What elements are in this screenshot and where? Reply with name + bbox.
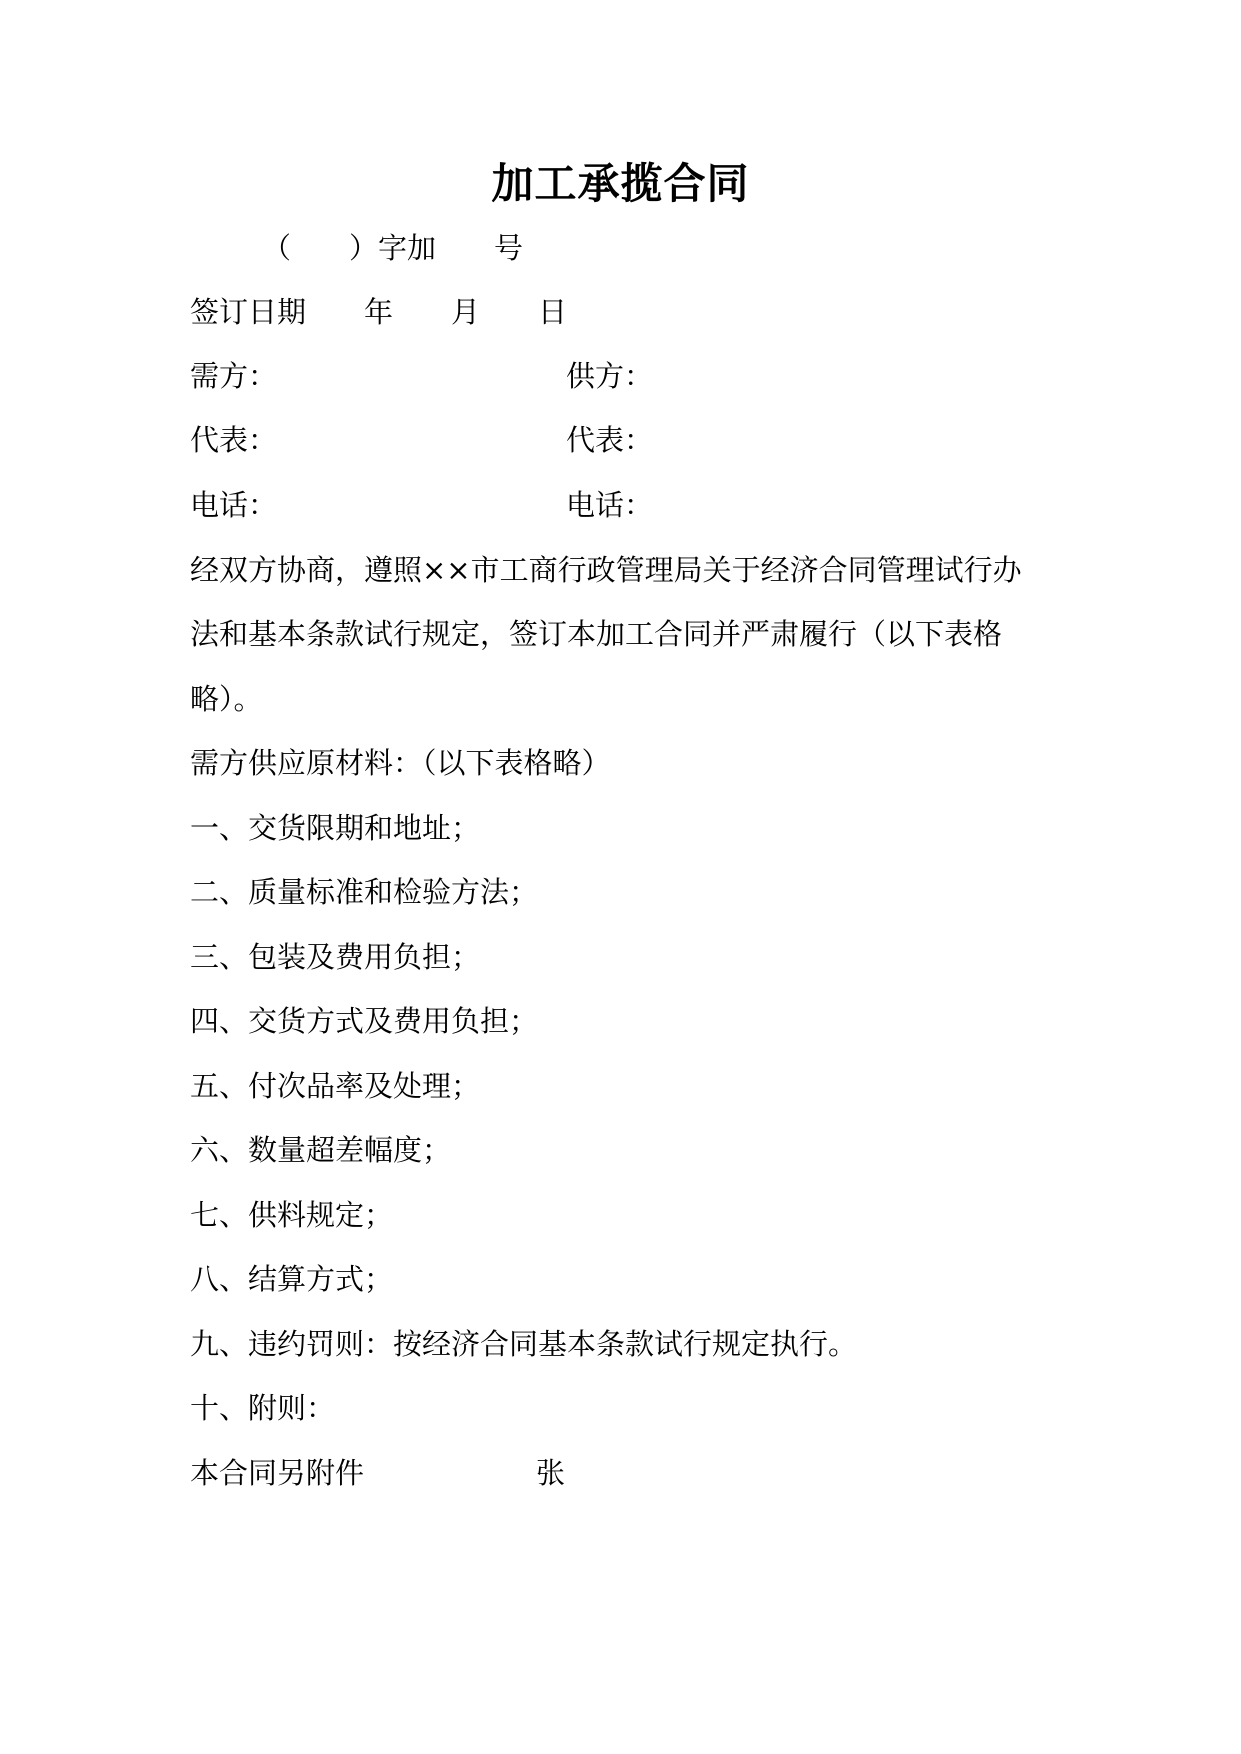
clause-item: 五、付次品率及处理； xyxy=(190,1069,481,1103)
buyer-rep-label: 代表： xyxy=(190,423,278,457)
intro-line: 法和基本条款试行规定，签订本加工合同并严肃履行（以下表格 xyxy=(190,617,1003,651)
supplier-rep-label: 代表： xyxy=(566,423,654,457)
clause-item: 三、包装及费用负担； xyxy=(190,940,481,974)
clause-item: 九、违约罚则：按经济合同基本条款试行规定执行。 xyxy=(190,1327,858,1361)
clause-item: 四、交货方式及费用负担； xyxy=(190,1004,539,1038)
intro-line: 经双方协商，遵照××市工商行政管理局关于经济合同管理试行办 xyxy=(190,553,1022,587)
document-title: 加工承揽合同 xyxy=(491,159,750,208)
clause-item: 二、质量标准和检验方法； xyxy=(190,875,539,909)
clause-item: 一、交货限期和地址； xyxy=(190,811,481,845)
buyer-label: 需方： xyxy=(190,359,278,393)
contract-number: （ ）字加 号 xyxy=(262,231,524,265)
intro-line: 略）。 xyxy=(190,682,263,716)
clause-item: 十、附则： xyxy=(190,1391,336,1425)
materials-line: 需方供应原材料：（以下表格略） xyxy=(190,746,611,780)
supplier-label: 供方： xyxy=(566,359,654,393)
supplier-phone-label: 电话： xyxy=(566,488,654,522)
clause-item: 六、数量超差幅度； xyxy=(190,1133,452,1167)
attachment-unit: 张 xyxy=(536,1456,566,1490)
clause-item: 七、供料规定； xyxy=(190,1198,394,1232)
sign-date: 签订日期 年 月 日 xyxy=(190,295,568,329)
buyer-phone-label: 电话： xyxy=(190,488,278,522)
clause-item: 八、结算方式； xyxy=(190,1262,394,1296)
attachment-label: 本合同另附件 xyxy=(190,1456,365,1490)
